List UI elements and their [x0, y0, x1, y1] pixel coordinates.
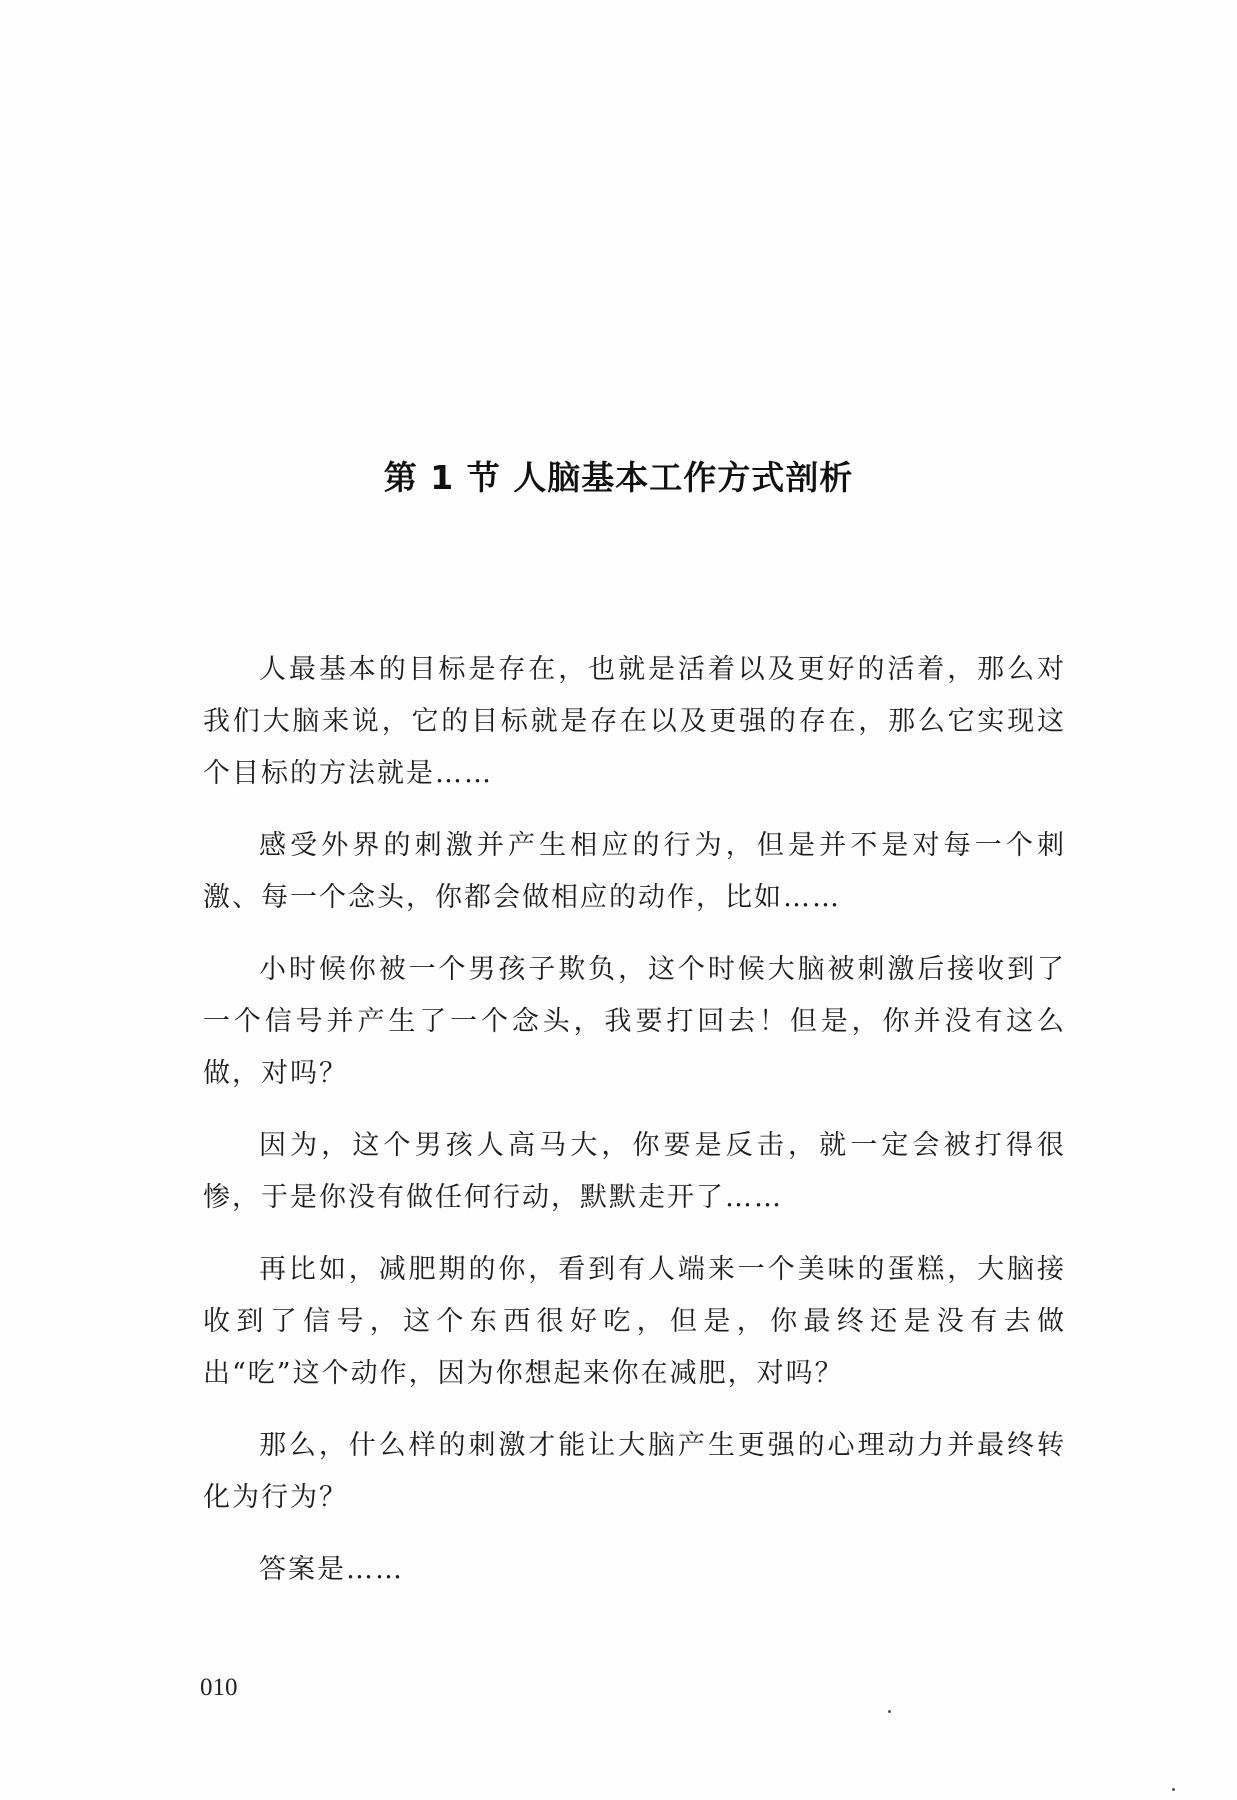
scan-speck [888, 1710, 891, 1713]
paragraph: 小时候你被一个男孩子欺负，这个时候大脑被刺激后接收到了一个信号并产生了一个念头，我要打回去！但是，你并没有这么做，对吗？ [203, 954, 1066, 1089]
section-title: 第 1 节 人脑基本工作方式剖析 [383, 458, 854, 497]
paragraph: 再比如，减肥期的你，看到有人端来一个美味的蛋糕，大脑接收到了信号，这个东西很好吃，但是，你最终还是没有去做出“吃”这个动作，因为你想起来你在减肥，对吗？ [203, 1254, 1066, 1389]
paragraph: 答案是…… [259, 1554, 404, 1585]
paragraph: 人最基本的目标是存在，也就是活着以及更好的活着，那么对我们大脑来说，它的目标就是存在以及更强的存在，那么它实现这个目标的方法就是…… [203, 654, 1066, 789]
paragraph: 那么，什么样的刺激才能让大脑产生更强的心理动力并最终转化为行为？ [203, 1430, 1066, 1513]
body-text [203, 644, 1066, 1616]
paragraph: 感受外界的刺激并产生相应的行为，但是并不是对每一个刺激、每一个念头，你都会做相应的动作，比如…… [203, 830, 1066, 913]
page-number: 010 [200, 1674, 238, 1701]
paragraph: 因为，这个男孩人高马大，你要是反击，就一定会被打得很惨，于是你没有做任何行动，默默走开了…… [203, 1130, 1066, 1213]
scan-speck [1172, 1788, 1175, 1791]
